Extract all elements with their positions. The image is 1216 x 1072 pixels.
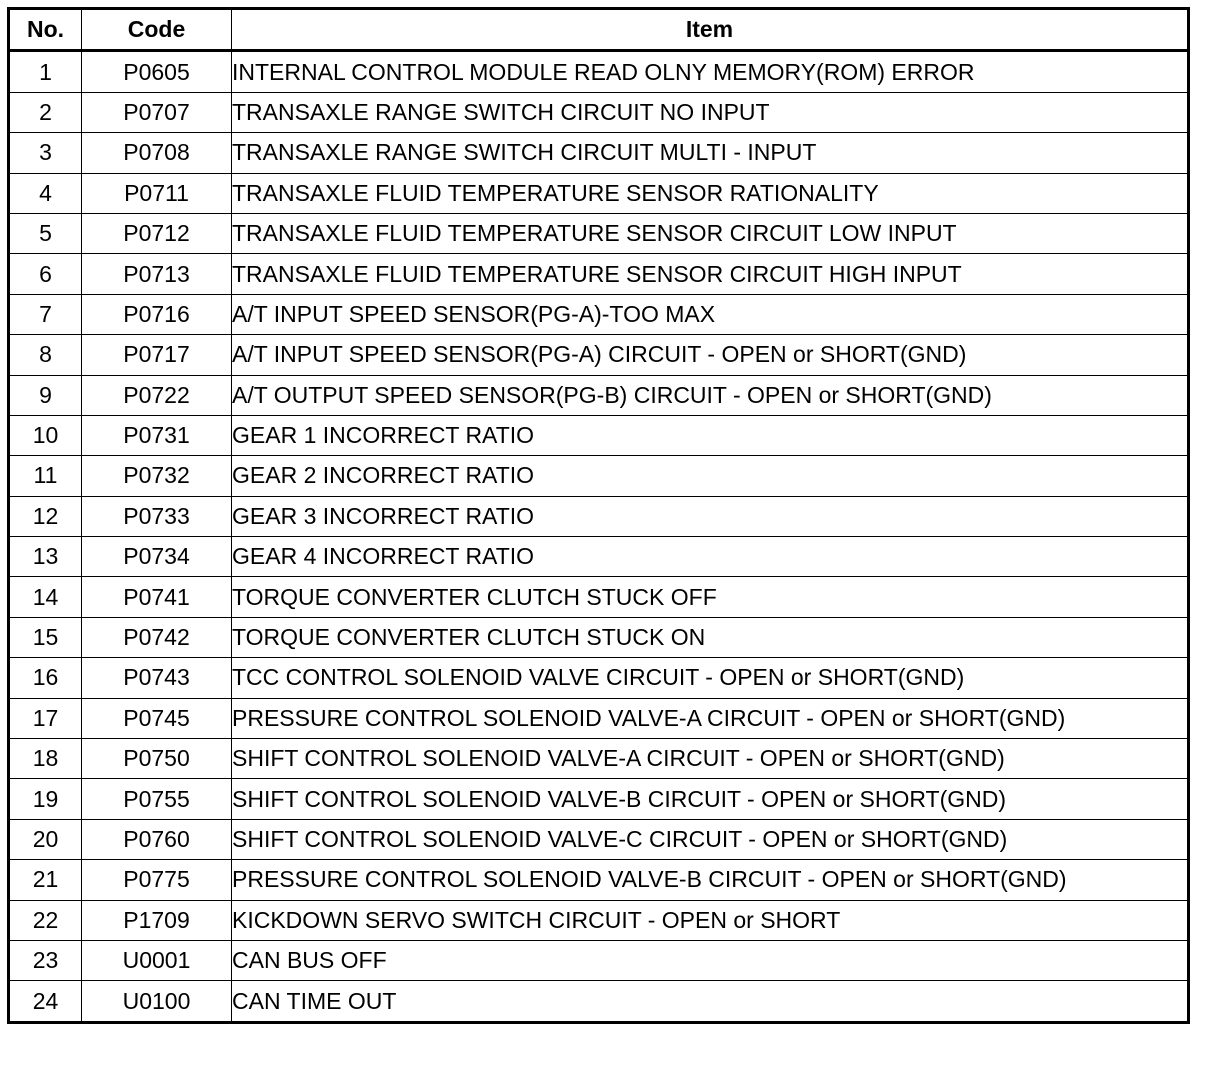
table-row <box>9 335 1189 375</box>
dtc-description: SHIFT CONTROL SOLENOID VALVE-B CIRCUIT - OPEN or SHORT(GND) <box>232 779 1189 819</box>
row-number: 14 <box>9 577 82 617</box>
dtc-description: INTERNAL CONTROL MODULE READ OLNY MEMORY(ROM) ERROR <box>232 51 1189 92</box>
table-row <box>9 173 1189 213</box>
dtc-code: P0605 <box>82 51 232 92</box>
row-number: 7 <box>9 294 82 334</box>
table-row <box>9 496 1189 536</box>
dtc-description: TRANSAXLE FLUID TEMPERATURE SENSOR CIRCUIT HIGH INPUT <box>232 254 1189 294</box>
table-row <box>9 617 1189 657</box>
table-row <box>9 658 1189 698</box>
table-row <box>9 254 1189 294</box>
dtc-description: TORQUE CONVERTER CLUTCH STUCK OFF <box>232 577 1189 617</box>
row-number: 4 <box>9 173 82 213</box>
table-row <box>9 739 1189 779</box>
dtc-code: P0732 <box>82 456 232 496</box>
row-number: 1 <box>9 51 82 92</box>
row-number: 10 <box>9 415 82 455</box>
row-number: 20 <box>9 819 82 859</box>
table-row <box>9 456 1189 496</box>
table-row <box>9 860 1189 900</box>
dtc-description: GEAR 2 INCORRECT RATIO <box>232 456 1189 496</box>
dtc-table <box>7 7 1190 1024</box>
table-row <box>9 375 1189 415</box>
row-number: 12 <box>9 496 82 536</box>
dtc-description: CAN BUS OFF <box>232 940 1189 980</box>
dtc-description: CAN TIME OUT <box>232 981 1189 1022</box>
dtc-description: GEAR 1 INCORRECT RATIO <box>232 415 1189 455</box>
dtc-code: P0707 <box>82 92 232 132</box>
dtc-description: TRANSAXLE FLUID TEMPERATURE SENSOR CIRCUIT LOW INPUT <box>232 213 1189 253</box>
dtc-code: P0711 <box>82 173 232 213</box>
dtc-description: KICKDOWN SERVO SWITCH CIRCUIT - OPEN or SHORT <box>232 900 1189 940</box>
dtc-code: P0741 <box>82 577 232 617</box>
dtc-code: P0716 <box>82 294 232 334</box>
table-row <box>9 415 1189 455</box>
dtc-code: P0760 <box>82 819 232 859</box>
table-row <box>9 981 1189 1022</box>
dtc-description: SHIFT CONTROL SOLENOID VALVE-A CIRCUIT - OPEN or SHORT(GND) <box>232 739 1189 779</box>
dtc-description: GEAR 4 INCORRECT RATIO <box>232 537 1189 577</box>
dtc-description: PRESSURE CONTROL SOLENOID VALVE-A CIRCUIT - OPEN or SHORT(GND) <box>232 698 1189 738</box>
row-number: 9 <box>9 375 82 415</box>
dtc-description: TORQUE CONVERTER CLUTCH STUCK ON <box>232 617 1189 657</box>
dtc-description: TRANSAXLE RANGE SWITCH CIRCUIT NO INPUT <box>232 92 1189 132</box>
header-row <box>9 9 1189 51</box>
dtc-description: TRANSAXLE FLUID TEMPERATURE SENSOR RATIONALITY <box>232 173 1189 213</box>
dtc-code: P0722 <box>82 375 232 415</box>
table-row <box>9 779 1189 819</box>
dtc-code: P0745 <box>82 698 232 738</box>
dtc-code: U0001 <box>82 940 232 980</box>
dtc-code: P0743 <box>82 658 232 698</box>
row-number: 2 <box>9 92 82 132</box>
dtc-code: P0775 <box>82 860 232 900</box>
table-header <box>9 9 1189 51</box>
dtc-code: P0734 <box>82 537 232 577</box>
header-item: Item <box>232 9 1189 51</box>
dtc-code: P0717 <box>82 335 232 375</box>
table-body <box>9 51 1189 1022</box>
table-row <box>9 133 1189 173</box>
dtc-code: P0713 <box>82 254 232 294</box>
dtc-code: U0100 <box>82 981 232 1022</box>
table-row <box>9 92 1189 132</box>
row-number: 5 <box>9 213 82 253</box>
row-number: 22 <box>9 900 82 940</box>
row-number: 17 <box>9 698 82 738</box>
row-number: 13 <box>9 537 82 577</box>
row-number: 8 <box>9 335 82 375</box>
table-row <box>9 577 1189 617</box>
header-code: Code <box>82 9 232 51</box>
row-number: 3 <box>9 133 82 173</box>
dtc-description: GEAR 3 INCORRECT RATIO <box>232 496 1189 536</box>
dtc-description: A/T INPUT SPEED SENSOR(PG-A)-TOO MAX <box>232 294 1189 334</box>
dtc-code: P0708 <box>82 133 232 173</box>
row-number: 16 <box>9 658 82 698</box>
row-number: 24 <box>9 981 82 1022</box>
dtc-code: P0731 <box>82 415 232 455</box>
dtc-description: A/T INPUT SPEED SENSOR(PG-A) CIRCUIT - OPEN or SHORT(GND) <box>232 335 1189 375</box>
dtc-code: P0733 <box>82 496 232 536</box>
table-row <box>9 900 1189 940</box>
dtc-description: TCC CONTROL SOLENOID VALVE CIRCUIT - OPEN or SHORT(GND) <box>232 658 1189 698</box>
row-number: 23 <box>9 940 82 980</box>
table-row <box>9 213 1189 253</box>
table-row <box>9 940 1189 980</box>
table-row <box>9 51 1189 92</box>
row-number: 6 <box>9 254 82 294</box>
dtc-code: P0712 <box>82 213 232 253</box>
row-number: 19 <box>9 779 82 819</box>
dtc-description: A/T OUTPUT SPEED SENSOR(PG-B) CIRCUIT - OPEN or SHORT(GND) <box>232 375 1189 415</box>
dtc-description: TRANSAXLE RANGE SWITCH CIRCUIT MULTI - INPUT <box>232 133 1189 173</box>
dtc-code: P0755 <box>82 779 232 819</box>
dtc-code: P1709 <box>82 900 232 940</box>
row-number: 21 <box>9 860 82 900</box>
dtc-code: P0742 <box>82 617 232 657</box>
table-row <box>9 819 1189 859</box>
dtc-description: PRESSURE CONTROL SOLENOID VALVE-B CIRCUIT - OPEN or SHORT(GND) <box>232 860 1189 900</box>
table-row <box>9 294 1189 334</box>
row-number: 15 <box>9 617 82 657</box>
table-row <box>9 537 1189 577</box>
table-row <box>9 698 1189 738</box>
row-number: 18 <box>9 739 82 779</box>
dtc-description: SHIFT CONTROL SOLENOID VALVE-C CIRCUIT - OPEN or SHORT(GND) <box>232 819 1189 859</box>
header-no: No. <box>9 9 82 51</box>
row-number: 11 <box>9 456 82 496</box>
dtc-code: P0750 <box>82 739 232 779</box>
